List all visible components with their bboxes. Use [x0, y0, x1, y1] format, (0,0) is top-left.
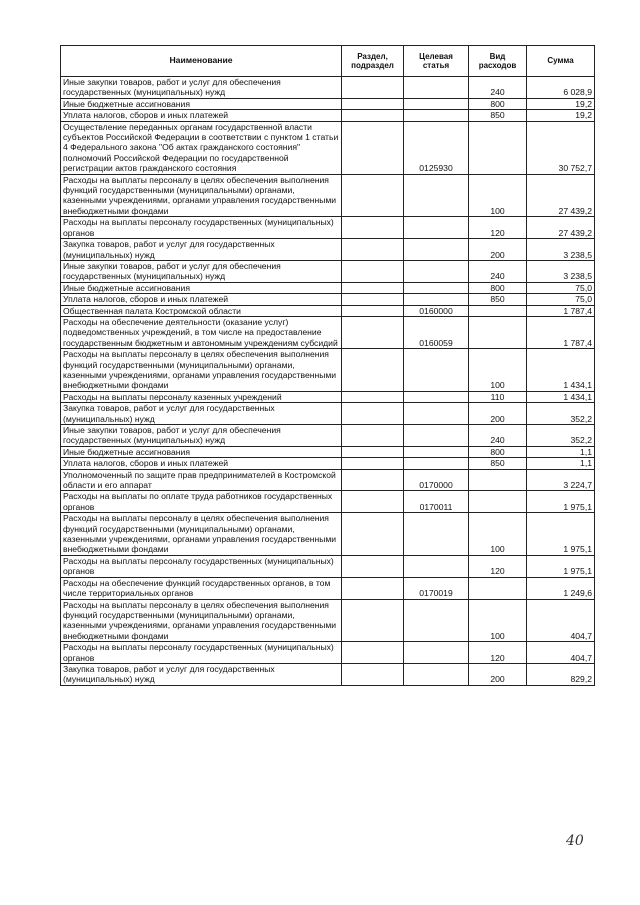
- cell-section: [342, 349, 404, 392]
- table-row: [61, 458, 595, 469]
- cell-kind: 100: [469, 599, 527, 642]
- cell-target: [404, 282, 469, 293]
- cell-sum: 75,0: [527, 282, 595, 293]
- cell-kind: [469, 305, 527, 316]
- table-row: [61, 642, 595, 664]
- cell-sum: 1 787,4: [527, 305, 595, 316]
- cell-section: [342, 491, 404, 513]
- cell-name: Расходы на выплаты персоналу государственных (муниципальных) органов: [61, 642, 342, 664]
- cell-kind: 800: [469, 98, 527, 109]
- cell-section: [342, 663, 404, 685]
- cell-kind: 110: [469, 391, 527, 402]
- cell-kind: 240: [469, 77, 527, 99]
- cell-target: [404, 599, 469, 642]
- cell-sum: 352,2: [527, 425, 595, 447]
- cell-section: [342, 642, 404, 664]
- cell-name: Уплата налогов, сборов и иных платежей: [61, 458, 342, 469]
- cell-kind: [469, 316, 527, 348]
- cell-sum: 1 787,4: [527, 316, 595, 348]
- cell-sum: 19,2: [527, 98, 595, 109]
- cell-sum: 404,7: [527, 642, 595, 664]
- cell-target: 0170000: [404, 469, 469, 491]
- cell-target: 0160059: [404, 316, 469, 348]
- table-row: [61, 121, 595, 174]
- cell-name: Расходы на обеспечение деятельности (оказание услуг) подведомственных учреждений, в том числе на предоставление государственным бюджетным и автономным учреждениям субсидий: [61, 316, 342, 348]
- cell-sum: 3 224,7: [527, 469, 595, 491]
- table-row: [61, 425, 595, 447]
- table-row: [61, 77, 595, 99]
- cell-sum: 19,2: [527, 110, 595, 121]
- cell-name: Иные бюджетные ассигнования: [61, 98, 342, 109]
- table-row: [61, 555, 595, 577]
- table-row: [61, 403, 595, 425]
- cell-name: Расходы на выплаты по оплате труда работников государственных органов: [61, 491, 342, 513]
- cell-target: [404, 425, 469, 447]
- table-row: [61, 349, 595, 392]
- cell-sum: 27 439,2: [527, 174, 595, 217]
- cell-sum: 352,2: [527, 403, 595, 425]
- cell-section: [342, 98, 404, 109]
- cell-sum: 3 238,5: [527, 239, 595, 261]
- cell-sum: 1 975,1: [527, 491, 595, 513]
- table-row: [61, 217, 595, 239]
- cell-kind: 800: [469, 282, 527, 293]
- table-row: [61, 446, 595, 457]
- cell-target: 0125930: [404, 121, 469, 174]
- table-row: [61, 469, 595, 491]
- cell-kind: 850: [469, 294, 527, 305]
- cell-target: [404, 391, 469, 402]
- cell-target: [404, 239, 469, 261]
- cell-sum: 1,1: [527, 446, 595, 457]
- cell-target: [404, 446, 469, 457]
- cell-section: [342, 425, 404, 447]
- cell-target: [404, 642, 469, 664]
- cell-section: [342, 446, 404, 457]
- table-row: [61, 513, 595, 556]
- cell-kind: 120: [469, 217, 527, 239]
- table-row: [61, 110, 595, 121]
- cell-section: [342, 577, 404, 599]
- cell-kind: 100: [469, 174, 527, 217]
- cell-kind: 120: [469, 555, 527, 577]
- cell-name: Иные закупки товаров, работ и услуг для обеспечения государственных (муниципальных) нужд: [61, 425, 342, 447]
- cell-section: [342, 469, 404, 491]
- cell-name: Закупка товаров, работ и услуг для государственных (муниципальных) нужд: [61, 403, 342, 425]
- cell-target: [404, 663, 469, 685]
- cell-name: Расходы на выплаты персоналу в целях обеспечения выполнения функций государственными (муниципальными) органами, казенными учреждениями, органами управления государственными внебюджетными фондами: [61, 513, 342, 556]
- cell-target: [404, 403, 469, 425]
- cell-section: [342, 513, 404, 556]
- cell-target: 0160000: [404, 305, 469, 316]
- cell-kind: 240: [469, 425, 527, 447]
- cell-name: Расходы на выплаты персоналу государственных (муниципальных) органов: [61, 555, 342, 577]
- cell-kind: 200: [469, 663, 527, 685]
- cell-target: [404, 458, 469, 469]
- table-row: [61, 98, 595, 109]
- cell-section: [342, 305, 404, 316]
- cell-section: [342, 458, 404, 469]
- table-row: [61, 316, 595, 348]
- cell-sum: 6 028,9: [527, 77, 595, 99]
- cell-kind: [469, 577, 527, 599]
- cell-sum: 1 975,1: [527, 513, 595, 556]
- cell-target: [404, 294, 469, 305]
- header-name: Наименование: [61, 46, 342, 77]
- cell-kind: 850: [469, 458, 527, 469]
- cell-name: Иные закупки товаров, работ и услуг для обеспечения государственных (муниципальных) нужд: [61, 77, 342, 99]
- cell-section: [342, 391, 404, 402]
- cell-section: [342, 316, 404, 348]
- cell-sum: 1,1: [527, 458, 595, 469]
- header-kind: Вид расходов: [469, 46, 527, 77]
- cell-name: Закупка товаров, работ и услуг для государственных (муниципальных) нужд: [61, 663, 342, 685]
- cell-target: [404, 217, 469, 239]
- table-row: [61, 577, 595, 599]
- table-row: [61, 239, 595, 261]
- cell-name: Уполномоченный по защите прав предпринимателей в Костромской области и его аппарат: [61, 469, 342, 491]
- cell-kind: 240: [469, 260, 527, 282]
- cell-name: Уплата налогов, сборов и иных платежей: [61, 294, 342, 305]
- cell-name: Закупка товаров, работ и услуг для государственных (муниципальных) нужд: [61, 239, 342, 261]
- cell-target: [404, 260, 469, 282]
- cell-name: Расходы на выплаты персоналу казенных учреждений: [61, 391, 342, 402]
- cell-kind: 800: [469, 446, 527, 457]
- cell-sum: 1 975,1: [527, 555, 595, 577]
- header-section: Раздел, подраздел: [342, 46, 404, 77]
- table-row: [61, 391, 595, 402]
- cell-sum: 404,7: [527, 599, 595, 642]
- header-sum: Сумма: [527, 46, 595, 77]
- cell-kind: [469, 491, 527, 513]
- cell-sum: 1 249,6: [527, 577, 595, 599]
- cell-section: [342, 282, 404, 293]
- cell-section: [342, 599, 404, 642]
- table-row: [61, 260, 595, 282]
- cell-section: [342, 239, 404, 261]
- cell-name: Расходы на выплаты персоналу в целях обеспечения выполнения функций государственными (муниципальными) органами, казенными учреждениями, органами управления государственными внебюджетными фондами: [61, 349, 342, 392]
- cell-target: 0170019: [404, 577, 469, 599]
- cell-name: Иные бюджетные ассигнования: [61, 446, 342, 457]
- cell-target: 0170011: [404, 491, 469, 513]
- cell-section: [342, 174, 404, 217]
- cell-sum: 27 439,2: [527, 217, 595, 239]
- cell-kind: 850: [469, 110, 527, 121]
- cell-target: [404, 98, 469, 109]
- cell-target: [404, 349, 469, 392]
- cell-name: Осуществление переданных органам государственной власти субъектов Российской Федерации в соответствии с пунктом 1 статьи 4 Федерального закона "Об актах гражданского состояния" полномочий Российской Федерации по государственной регистрации актов гражданского состояния: [61, 121, 342, 174]
- page-number: 40: [566, 833, 584, 849]
- cell-name: Иные закупки товаров, работ и услуг для обеспечения государственных (муниципальных) нужд: [61, 260, 342, 282]
- cell-sum: 30 752,7: [527, 121, 595, 174]
- cell-name: Расходы на обеспечение функций государственных органов, в том числе территориальных органов: [61, 577, 342, 599]
- table-row: [61, 174, 595, 217]
- cell-kind: 200: [469, 403, 527, 425]
- table-row: [61, 305, 595, 316]
- budget-table: [60, 45, 595, 686]
- table-body: [61, 77, 595, 686]
- cell-kind: 100: [469, 513, 527, 556]
- cell-section: [342, 110, 404, 121]
- cell-sum: 3 238,5: [527, 260, 595, 282]
- cell-sum: 1 434,1: [527, 391, 595, 402]
- cell-kind: 200: [469, 239, 527, 261]
- table-row: [61, 294, 595, 305]
- cell-section: [342, 403, 404, 425]
- cell-kind: [469, 121, 527, 174]
- cell-target: [404, 174, 469, 217]
- cell-kind: 120: [469, 642, 527, 664]
- cell-target: [404, 555, 469, 577]
- table-header-row: [61, 46, 595, 77]
- cell-target: [404, 77, 469, 99]
- cell-target: [404, 110, 469, 121]
- table-row: [61, 282, 595, 293]
- cell-kind: [469, 469, 527, 491]
- cell-section: [342, 555, 404, 577]
- cell-name: Расходы на выплаты персоналу государственных (муниципальных) органов: [61, 217, 342, 239]
- cell-section: [342, 77, 404, 99]
- table-row: [61, 491, 595, 513]
- header-target: Целевая статья: [404, 46, 469, 77]
- cell-sum: 829,2: [527, 663, 595, 685]
- cell-section: [342, 217, 404, 239]
- cell-target: [404, 513, 469, 556]
- cell-section: [342, 294, 404, 305]
- cell-name: Общественная палата Костромской области: [61, 305, 342, 316]
- cell-name: Расходы на выплаты персоналу в целях обеспечения выполнения функций государственными (муниципальными) органами, казенными учреждениями, органами управления государственными внебюджетными фондами: [61, 599, 342, 642]
- cell-section: [342, 121, 404, 174]
- cell-name: Расходы на выплаты персоналу в целях обеспечения выполнения функций государственными (муниципальными) органами, казенными учреждениями, органами управления государственными внебюджетными фондами: [61, 174, 342, 217]
- cell-section: [342, 260, 404, 282]
- table-row: [61, 663, 595, 685]
- cell-sum: 1 434,1: [527, 349, 595, 392]
- cell-sum: 75,0: [527, 294, 595, 305]
- cell-name: Уплата налогов, сборов и иных платежей: [61, 110, 342, 121]
- table-row: [61, 599, 595, 642]
- cell-name: Иные бюджетные ассигнования: [61, 282, 342, 293]
- cell-kind: 100: [469, 349, 527, 392]
